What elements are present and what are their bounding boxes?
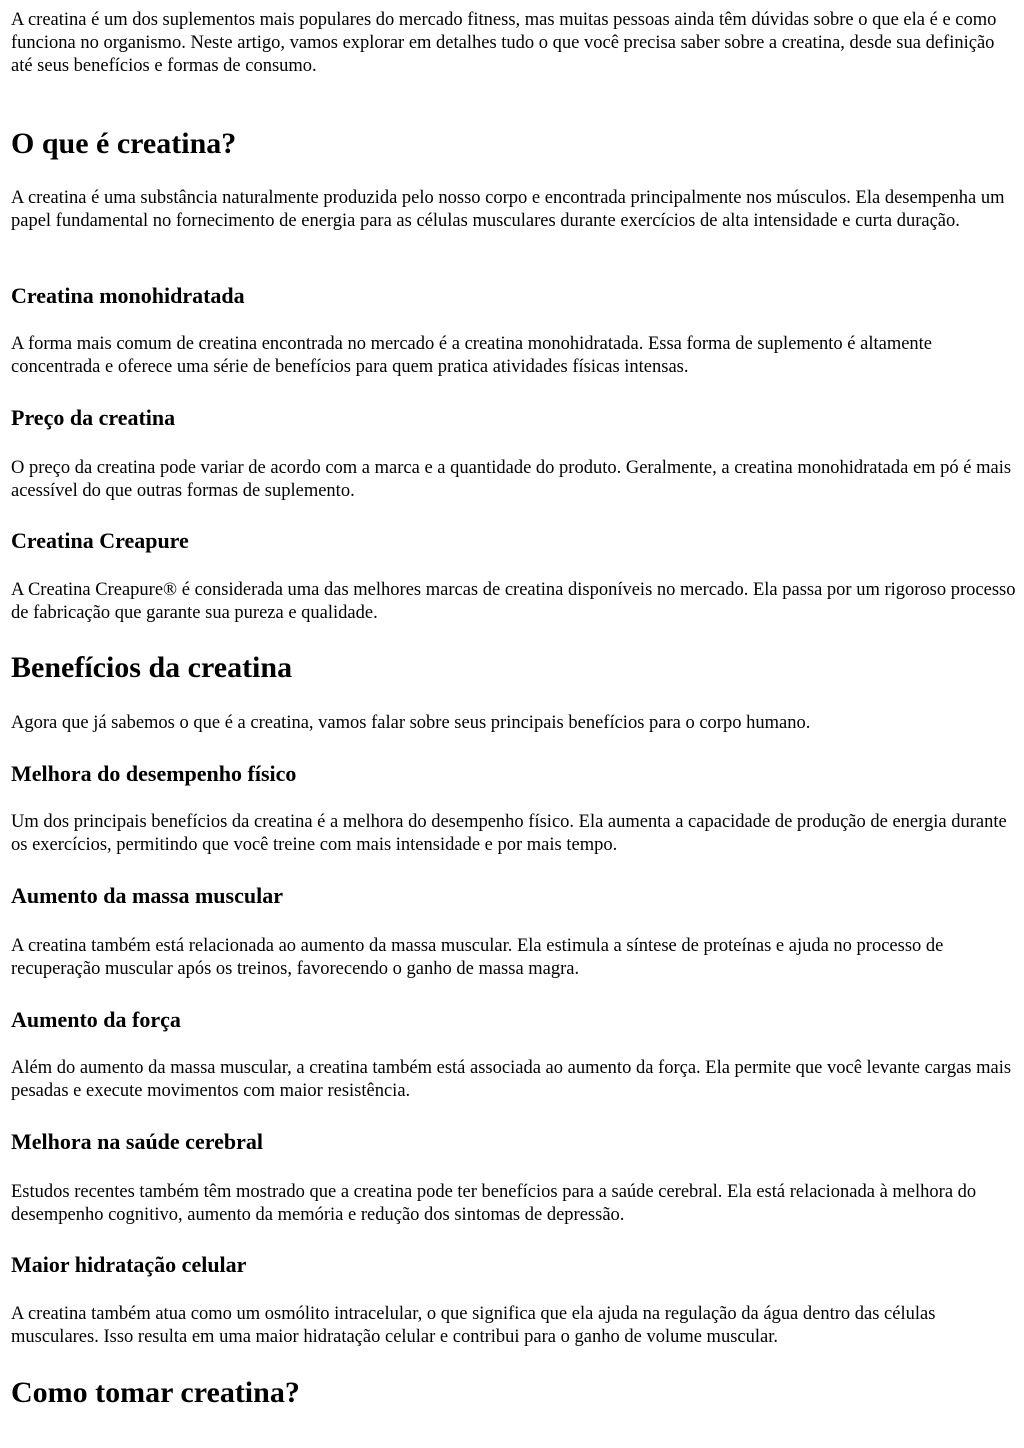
subheading-melhora-na-saude-cerebral: Melhora na saúde cerebral: [11, 1129, 263, 1154]
subheading-preco-da-creatina: Preço da creatina: [11, 405, 176, 430]
paragraph-aumento-da-massa-muscular: A creatina também está relacionada ao aumento da massa muscular. Ela estimula a síntese de proteínas e ajuda no processo de recuperação muscular após os treinos, favorecendo o ganho de massa magra.: [11, 936, 944, 979]
subheading-creatina-creapure: Creatina Creapure: [11, 528, 189, 553]
paragraph-melhora-na-saude-cerebral: Estudos recentes também têm mostrado que a creatina pode ter benefícios para a saúde cerebral. Ela está relacionada à melhora do desempenho cognitivo, aumento da memória e redução dos sintomas de depressão.: [11, 1182, 977, 1225]
subheading-aumento-da-massa-muscular: Aumento da massa muscular: [11, 883, 283, 908]
section-heading-beneficios-da-creatina: Benefícios da creatina: [11, 651, 293, 684]
intro-paragraph: A creatina é um dos suplementos mais populares do mercado fitness, mas muitas pessoas ainda têm dúvidas sobre o que ela é e como funciona no organismo. Neste artigo, vamos explorar em detalhes tudo o que você precisa saber sobre a creatina, desde sua definição até seus benefícios e formas de consumo.: [11, 10, 997, 76]
paragraph-melhora-do-desempenho-fisico: Um dos principais benefícios da creatina é a melhora do desempenho físico. Ela aumenta a capacidade de produção de energia durante os exercícios, permitindo que você treine com mais intensidade e por mais tempo.: [11, 812, 1007, 855]
paragraph-maior-hidratacao-celular: A creatina também atua como um osmólito intracelular, o que significa que ela ajuda na regulação da água dentro das células musculares. Isso resulta em uma maior hidratação celular e contribui para o ganho de volume muscular.: [11, 1304, 936, 1347]
paragraph-preco-da-creatina: O preço da creatina pode variar de acordo com a marca e a quantidade do produto. Geralmente, a creatina monohidratada em pó é mais acessível do que outras formas de suplemento.: [11, 458, 1012, 501]
subheading-aumento-da-forca: Aumento da força: [11, 1007, 181, 1032]
paragraph-creatina-monohidratada: A forma mais comum de creatina encontrada no mercado é a creatina monohidratada. Essa forma de suplemento é altamente concentrada e oferece uma série de benefícios para quem pratica atividades físicas intensas.: [11, 334, 933, 377]
subheading-maior-hidratacao-celular: Maior hidratação celular: [11, 1252, 247, 1277]
subheading-creatina-monohidratada: Creatina monohidratada: [11, 283, 245, 308]
section-heading-como-tomar-creatina: Como tomar creatina?: [11, 1376, 300, 1409]
subheading-melhora-do-desempenho-fisico: Melhora do desempenho físico: [11, 761, 297, 786]
section-heading-o-que-e-creatina: O que é creatina?: [11, 127, 237, 160]
paragraph-creatina-creapure: A Creatina Creapure® é considerada uma das melhores marcas de creatina disponíveis no mercado. Ela passa por um rigoroso processo de fabricação que garante sua pureza e qualidade.: [11, 580, 1016, 623]
section-paragraph-beneficios-da-creatina: Agora que já sabemos o que é a creatina, vamos falar sobre seus principais benefícios para o corpo humano.: [11, 713, 811, 733]
paragraph-aumento-da-forca: Além do aumento da massa muscular, a creatina também está associada ao aumento da força. Ela permite que você levante cargas mais pesadas e execute movimentos com maior resistência.: [11, 1058, 1012, 1101]
section-paragraph-o-que-e-creatina: A creatina é uma substância naturalmente produzida pelo nosso corpo e encontrada principalmente nos músculos. Ela desempenha um papel fundamental no fornecimento de energia para as células musculares durante exercícios de alta intensidade e curta duração.: [11, 188, 1005, 231]
